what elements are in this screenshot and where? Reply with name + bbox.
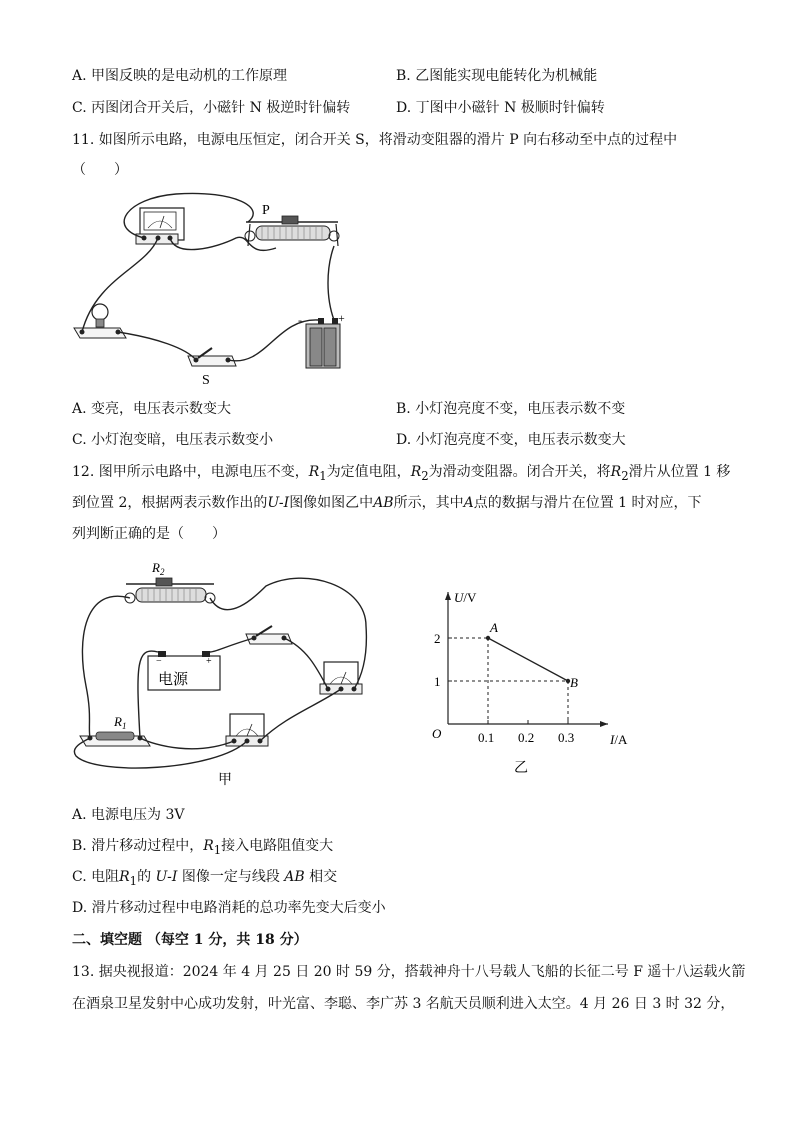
- voltmeter-icon: [136, 208, 184, 244]
- power-source-label: 电源: [158, 672, 189, 688]
- battery-icon: [306, 318, 340, 368]
- q11-circuit-figure: [66, 188, 366, 388]
- point-label-a: A: [490, 620, 498, 635]
- q12-option-b: B. 滑片移动过程中，$R_1$接入电路阻值变大: [72, 838, 334, 857]
- y-axis-arrow: [445, 592, 451, 600]
- rheostat-icon: [245, 216, 339, 246]
- y-tick-label: 2: [434, 631, 441, 646]
- q12-stem-line1: 12. 图甲所示电路中，电源电压不变，$R_1$为定值电阻，$R_2$为滑动变阻器。闭合开关，将$R_2$滑片从位置 1 移: [72, 464, 731, 483]
- q10-option-a: A. 甲图反映的是电动机的工作原理: [72, 68, 288, 84]
- q12-stem-line2: 到位置 2，根据两表示数作出的U-I图像如图乙中AB所示，其中A点的数据与滑片在位置 1 时对应，下: [72, 495, 702, 511]
- q11-option-b: B. 小灯泡亮度不变，电压表示数不变: [396, 401, 626, 417]
- r2-label: $R_2$: [152, 560, 165, 577]
- svg-text:+: +: [206, 656, 212, 667]
- power-source-icon: [148, 651, 220, 690]
- battery-minus: -: [298, 313, 302, 327]
- q12-circuit-figure: [66, 556, 396, 792]
- q12-ui-chart: [420, 586, 630, 776]
- x-axis-label: I/A: [610, 732, 628, 747]
- r1-label: $R_1$: [114, 714, 127, 731]
- q10-option-d: D. 丁图中小磁针 N 极顺时针偏转: [396, 100, 605, 116]
- q13-line1: 13. 据央视报道：2024 年 4 月 25 日 20 时 59 分，搭载神舟十八号载人飞船的长征二号 F 遥十八运载火箭: [72, 964, 746, 980]
- q11-option-d: D. 小灯泡亮度不变，电压表示数变大: [396, 432, 626, 448]
- switch-icon: [246, 626, 292, 644]
- series-line-ab: [488, 638, 568, 681]
- x-tick-label: 0.3: [558, 730, 575, 745]
- q12-option-d: D. 滑片移动过程中电路消耗的总功率先变大后变小: [72, 900, 386, 916]
- q12-stem-line3: 列判断正确的是（ ）: [72, 526, 226, 542]
- figure-jia-label: 甲: [218, 773, 232, 788]
- q11-stem: 11. 如图所示电路，电源电压恒定，闭合开关 S，将滑动变阻器的滑片 P 向右移动至中点的过程中: [72, 132, 678, 148]
- y-axis-label: U/V: [454, 590, 477, 605]
- q11-option-c: C. 小灯泡变暗，电压表示数变小: [72, 432, 274, 448]
- battery-plus: +: [338, 311, 345, 325]
- rheostat-icon: [125, 578, 215, 603]
- switch-icon: [188, 348, 236, 366]
- q11-paren: （ ）: [72, 162, 128, 178]
- origin-label: O: [432, 726, 442, 741]
- x-tick-label: 0.2: [518, 730, 535, 745]
- q11-option-a: A. 变亮，电压表示数变大: [72, 401, 232, 417]
- x-tick-label: 0.1: [478, 730, 495, 745]
- p-label: P: [262, 203, 270, 218]
- q10-option-c: C. 丙图闭合开关后，小磁针 N 极逆时针偏转: [72, 100, 351, 116]
- bulb-icon: [74, 304, 126, 338]
- figure-yi-label: 乙: [514, 761, 528, 776]
- data-point-a: [486, 636, 490, 640]
- q10-option-b: B. 乙图能实现电能转化为机械能: [396, 68, 598, 84]
- q13-line2: 在酒泉卫星发射中心成功发射，叶光富、李聪、李广苏 3 名航天员顺利进入太空。4 月 26 日 3 时 32 分，: [72, 996, 735, 1012]
- q12-option-c: C. 电阻$R_1$的 U-I 图像一定与线段 AB 相交: [72, 869, 338, 888]
- s-label: S: [202, 373, 210, 388]
- y-tick-label: 1: [434, 674, 441, 689]
- section-heading: 二、填空题 （每空 1 分，共 18 分）: [72, 932, 308, 948]
- x-axis-arrow: [600, 721, 608, 727]
- svg-text:−: −: [156, 656, 162, 667]
- q12-option-a: A. 电源电压为 3V: [72, 807, 185, 823]
- point-label-b: B: [570, 675, 578, 690]
